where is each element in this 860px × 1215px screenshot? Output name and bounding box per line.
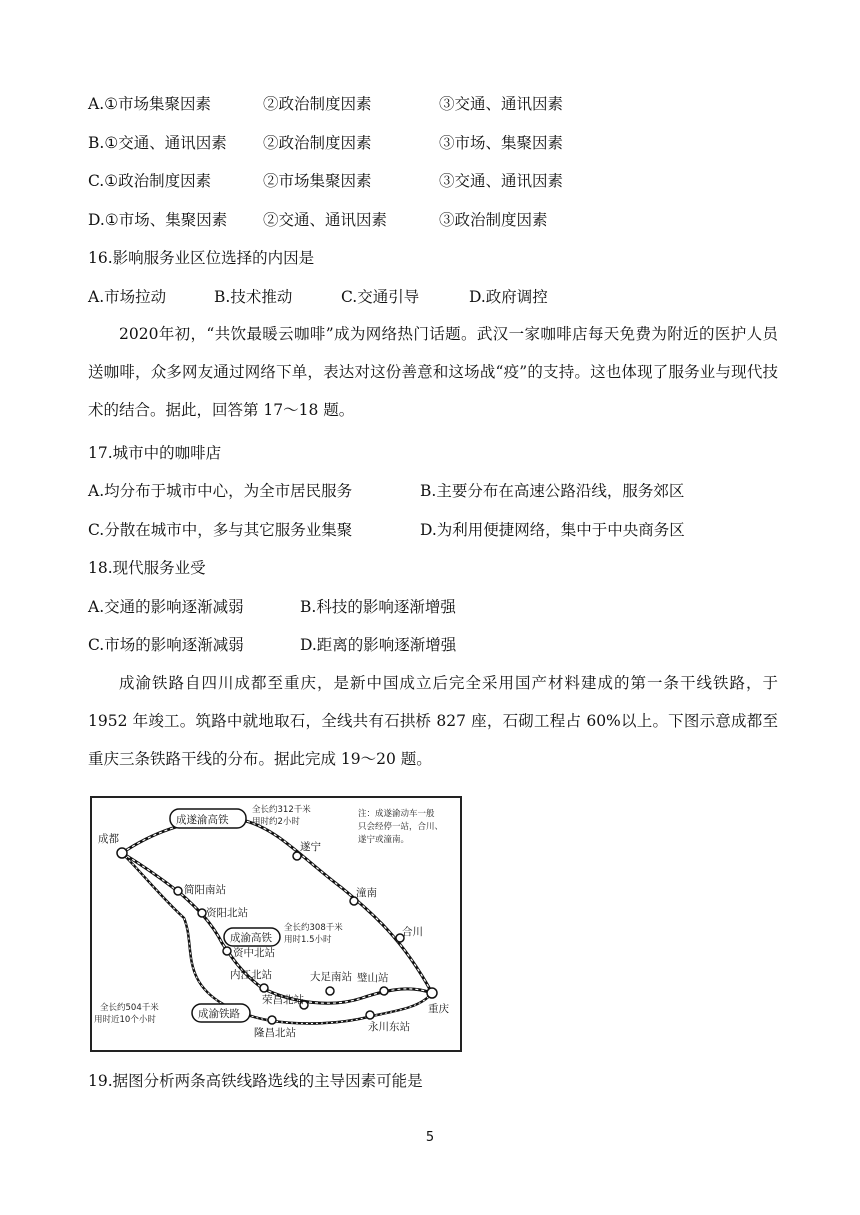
q15-b-part3: ③市场、集聚因素	[439, 134, 564, 152]
station-ziyang-dot	[198, 909, 206, 917]
q15-a-part3: ③交通、通讯因素	[439, 95, 564, 113]
label-hechuan: 合川	[402, 926, 423, 938]
label-rongchang: 荣昌北站	[262, 994, 304, 1006]
q16-option-b: B.技术推动	[214, 288, 293, 306]
q18-option-b: B.科技的影响逐渐增强	[300, 598, 456, 616]
q18-option-c: C.市场的影响逐渐减弱	[88, 636, 244, 654]
page-number: 5	[425, 1130, 435, 1145]
q15-c-part1: C.①政治制度因素	[88, 172, 212, 190]
info-rail-time: 用时近10个小时	[94, 1015, 156, 1025]
q15-a-part2: ②政治制度因素	[263, 95, 372, 113]
q15-d-part3: ③政治制度因素	[439, 211, 548, 229]
label-jianyang: 简阳南站	[184, 884, 226, 896]
station-dazu-dot	[326, 987, 334, 995]
station-zizhong-dot	[223, 947, 231, 955]
railway-map-svg	[92, 798, 460, 1050]
station-longchang-dot	[268, 1016, 276, 1024]
label-zizhong: 资中北站	[233, 947, 275, 959]
name-suiyu: 成遂渝高铁	[176, 814, 229, 826]
passage-coffee: 2020年初，“共饮最暖云咖啡”成为网络热门话题。武汉一家咖啡店每天免费为附近的医护人员送咖啡，众多网友通过网络下单，表达对这份善意和这场战“疫”的支持。这也体现了服务业与现代技术的结合。据此，回答第 17～18 题。	[88, 325, 778, 419]
q18-option-d: D.距离的影响逐渐增强	[300, 636, 457, 654]
q15-d-part1: D.①市场、集聚因素	[88, 211, 228, 229]
name-chengyu-hsr: 成渝高铁	[230, 932, 272, 944]
name-chengyu-rail: 成渝铁路	[198, 1008, 240, 1020]
q17-option-b: B.主要分布在高速公路沿线，服务郊区	[420, 482, 685, 500]
label-neijiang: 内江北站	[230, 969, 272, 981]
q17-option-c: C.分散在城市中，多与其它服务业集聚	[88, 521, 353, 539]
q15-c-part3: ③交通、通讯因素	[439, 172, 564, 190]
station-jianyang-dot	[174, 887, 182, 895]
station-neijiang-dot	[260, 984, 268, 992]
q16-option-a: A.市场拉动	[88, 288, 167, 306]
label-chongqing: 重庆	[428, 1003, 449, 1015]
line-suiyu	[122, 819, 432, 993]
q15-c-part2: ②市场集聚因素	[263, 172, 372, 190]
info-suiyu-length: 全长约312千米	[252, 805, 311, 815]
q16-stem: 16.影响服务业区位选择的内因是	[88, 249, 315, 267]
q17-option-a: A.均分布于城市中心，为全市居民服务	[88, 482, 353, 500]
station-chongqing-dot	[427, 988, 437, 998]
q15-a-part1: A.①市场集聚因素	[88, 95, 212, 113]
q18-option-a: A.交通的影响逐渐减弱	[88, 598, 244, 616]
note-line3: 遂宁或潼南。	[358, 835, 410, 845]
info-rail-length: 全长约504千米	[100, 1003, 159, 1013]
q18-stem: 18.现代服务业受	[88, 559, 206, 577]
station-bishan-dot	[380, 987, 388, 995]
label-bishan: 璧山站	[357, 972, 389, 984]
q19-stem: 19.据图分析两条高铁线路选线的主导因素可能是	[88, 1072, 423, 1090]
label-tongnan: 潼南	[356, 887, 377, 899]
station-chengdu-dot	[117, 848, 127, 858]
label-suining: 遂宁	[300, 841, 321, 853]
note-line2: 只会经停一站，合川、	[358, 822, 444, 832]
station-suining-dot	[293, 852, 301, 860]
label-chengdu: 成都	[98, 833, 119, 845]
q16-option-c: C.交通引导	[341, 288, 420, 306]
q15-d-part2: ②交通、通讯因素	[263, 211, 388, 229]
q15-b-part2: ②政治制度因素	[263, 134, 372, 152]
q17-stem: 17.城市中的咖啡店	[88, 444, 222, 462]
note-line1: 注：成遂渝动车一般	[358, 809, 435, 819]
info-hsr-length: 全长约308千米	[284, 923, 343, 933]
info-suiyu-time: 用时约2小时	[252, 817, 300, 827]
q16-option-d: D.政府调控	[469, 288, 548, 306]
info-hsr-time: 用时1.5小时	[284, 935, 332, 945]
railway-map	[90, 796, 462, 1052]
label-ziyang: 资阳北站	[206, 907, 248, 919]
label-dazu: 大足南站	[310, 971, 352, 983]
q15-b-part1: B.①交通、通讯因素	[88, 134, 227, 152]
q17-option-d: D.为利用便捷网络，集中于中央商务区	[420, 521, 685, 539]
station-yongchuan-dot	[366, 1011, 374, 1019]
label-yongchuan: 永川东站	[368, 1021, 410, 1033]
label-longchang: 隆昌北站	[254, 1027, 296, 1039]
passage-railway: 成渝铁路自四川成都至重庆，是新中国成立后完全采用国产材料建成的第一条干线铁路，于 1952 年竣工。筑路中就地取石，全线共有石拱桥 827 座，石砌工程占 60%以上。下图示意成都至重庆三条铁路干线的分布。据此完成 19～20 题。	[88, 674, 778, 768]
